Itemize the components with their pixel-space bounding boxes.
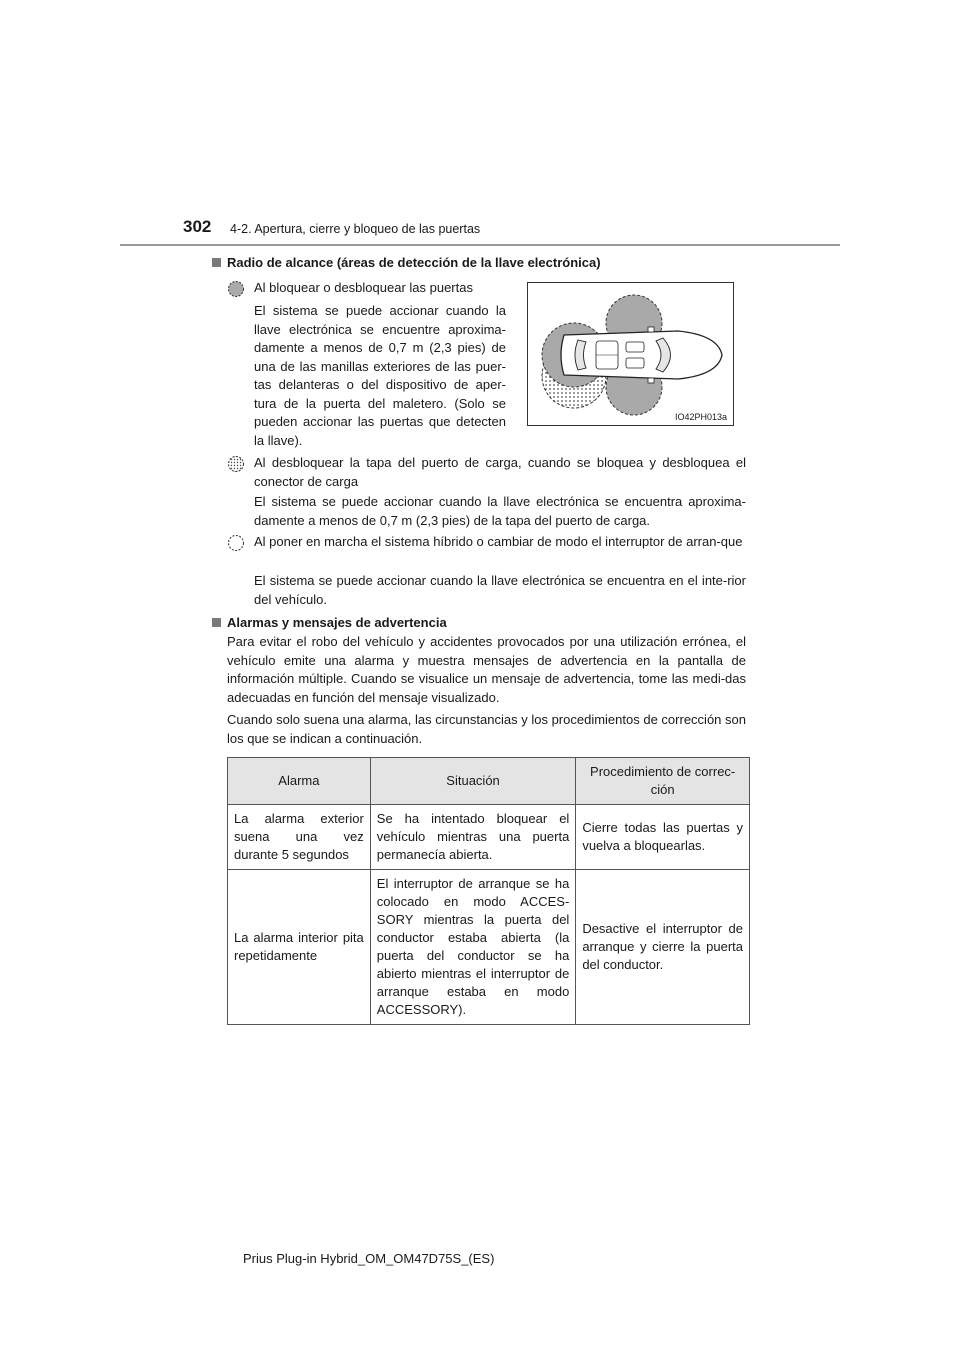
- header-procedure: Procedimiento de correc-ción: [576, 758, 750, 805]
- section-heading-text: Radio de alcance (áreas de detección de la llave electrónica): [227, 255, 601, 270]
- table-cell: El interruptor de arranque se ha colocado en modo ACCES-SORY mientras la puerta del conductor estaba abierta (la puerta del conductor se ha abierto mientras el interruptor de arranque estaba en modo ACCESSORY).: [370, 870, 576, 1025]
- figure-id: IO42PH013a: [674, 412, 727, 422]
- item-3-text: El sistema se puede accionar cuando la llave electrónica se encuentra en el inte-rior del vehículo.: [254, 573, 746, 607]
- blank-zone-icon: [227, 534, 245, 552]
- section-heading-range: [212, 255, 601, 270]
- chapter-title: 4-2. Apertura, cierre y bloqueo de las puertas: [230, 222, 481, 236]
- grey-zone-icon: [227, 280, 245, 298]
- table-row: [228, 805, 750, 870]
- page-number: 302: [183, 217, 212, 236]
- section-heading-text: Alarmas y mensajes de advertencia: [227, 615, 447, 630]
- alarm-table: [227, 757, 750, 1025]
- footer-text: Prius Plug-in Hybrid_OM_OM47D75S_(ES): [243, 1251, 495, 1266]
- header-alarm: Alarma: [228, 758, 371, 805]
- table-cell: Desactive el interruptor de arranque y cierre la puerta del conductor.: [576, 870, 750, 1025]
- table-cell: Se ha intentado bloquear el vehículo mientras una puerta permanecía abierta.: [370, 805, 576, 870]
- alarms-paragraph-1: Para evitar el robo del vehículo y accidentes provocados por una utilización errónea, el vehículo emite una alarma y muestra mensajes de advertencia en la pantalla de información múltiple. Cuando se visualice un mensaje de advertencia, tome las medi-das adecuadas en función del mensaje visualizado.: [227, 634, 746, 705]
- item-1-title: Al bloquear o desbloquear las puertas: [254, 280, 473, 295]
- table-row: [228, 870, 750, 1025]
- item-3-title: Al poner en marcha el sistema híbrido o cambiar de modo el interruptor de arran-que: [254, 534, 743, 549]
- table-cell: La alarma interior pita repetidamente: [228, 870, 371, 1025]
- square-bullet-icon: [212, 618, 221, 627]
- item-2-text: El sistema se puede accionar cuando la llave electrónica se encuentra aproxima-damente a menos de 0,7 m (2,3 pies) de la tapa del puerto de carga.: [254, 494, 746, 528]
- header-situation: Situación: [370, 758, 576, 805]
- alarms-paragraph-2: Cuando solo suena una alarma, las circunstancias y los procedimientos de corrección son los que se indican a continuación.: [227, 712, 746, 746]
- table-cell: La alarma exterior suena una vez durante 5 segundos: [228, 805, 371, 870]
- dotted-zone-icon: [227, 455, 245, 473]
- section-heading-alarms: [212, 615, 447, 630]
- detection-range-diagram: [527, 282, 734, 426]
- table-cell: Cierre todas las puertas y vuelva a bloquearlas.: [576, 805, 750, 870]
- item-2-title: Al desbloquear la tapa del puerto de carga, cuando se bloquea y desbloquea el conector de carga: [254, 455, 746, 489]
- car-detection-zones-illustration: [528, 283, 733, 425]
- table-header-row: [228, 758, 750, 805]
- header-rule: [120, 244, 840, 246]
- item-1-text: El sistema se puede accionar cuando la llave electrónica se encuentre aproxima-damente a menos de 0,7 m (2,3 pies) de una de las manillas exteriores de las puer-tas delanteras o del dispositivo de aper-tura de la puerta del maletero. (Solo se pueden accionar las puertas que detecten la llave).: [254, 303, 506, 448]
- square-bullet-icon: [212, 258, 221, 267]
